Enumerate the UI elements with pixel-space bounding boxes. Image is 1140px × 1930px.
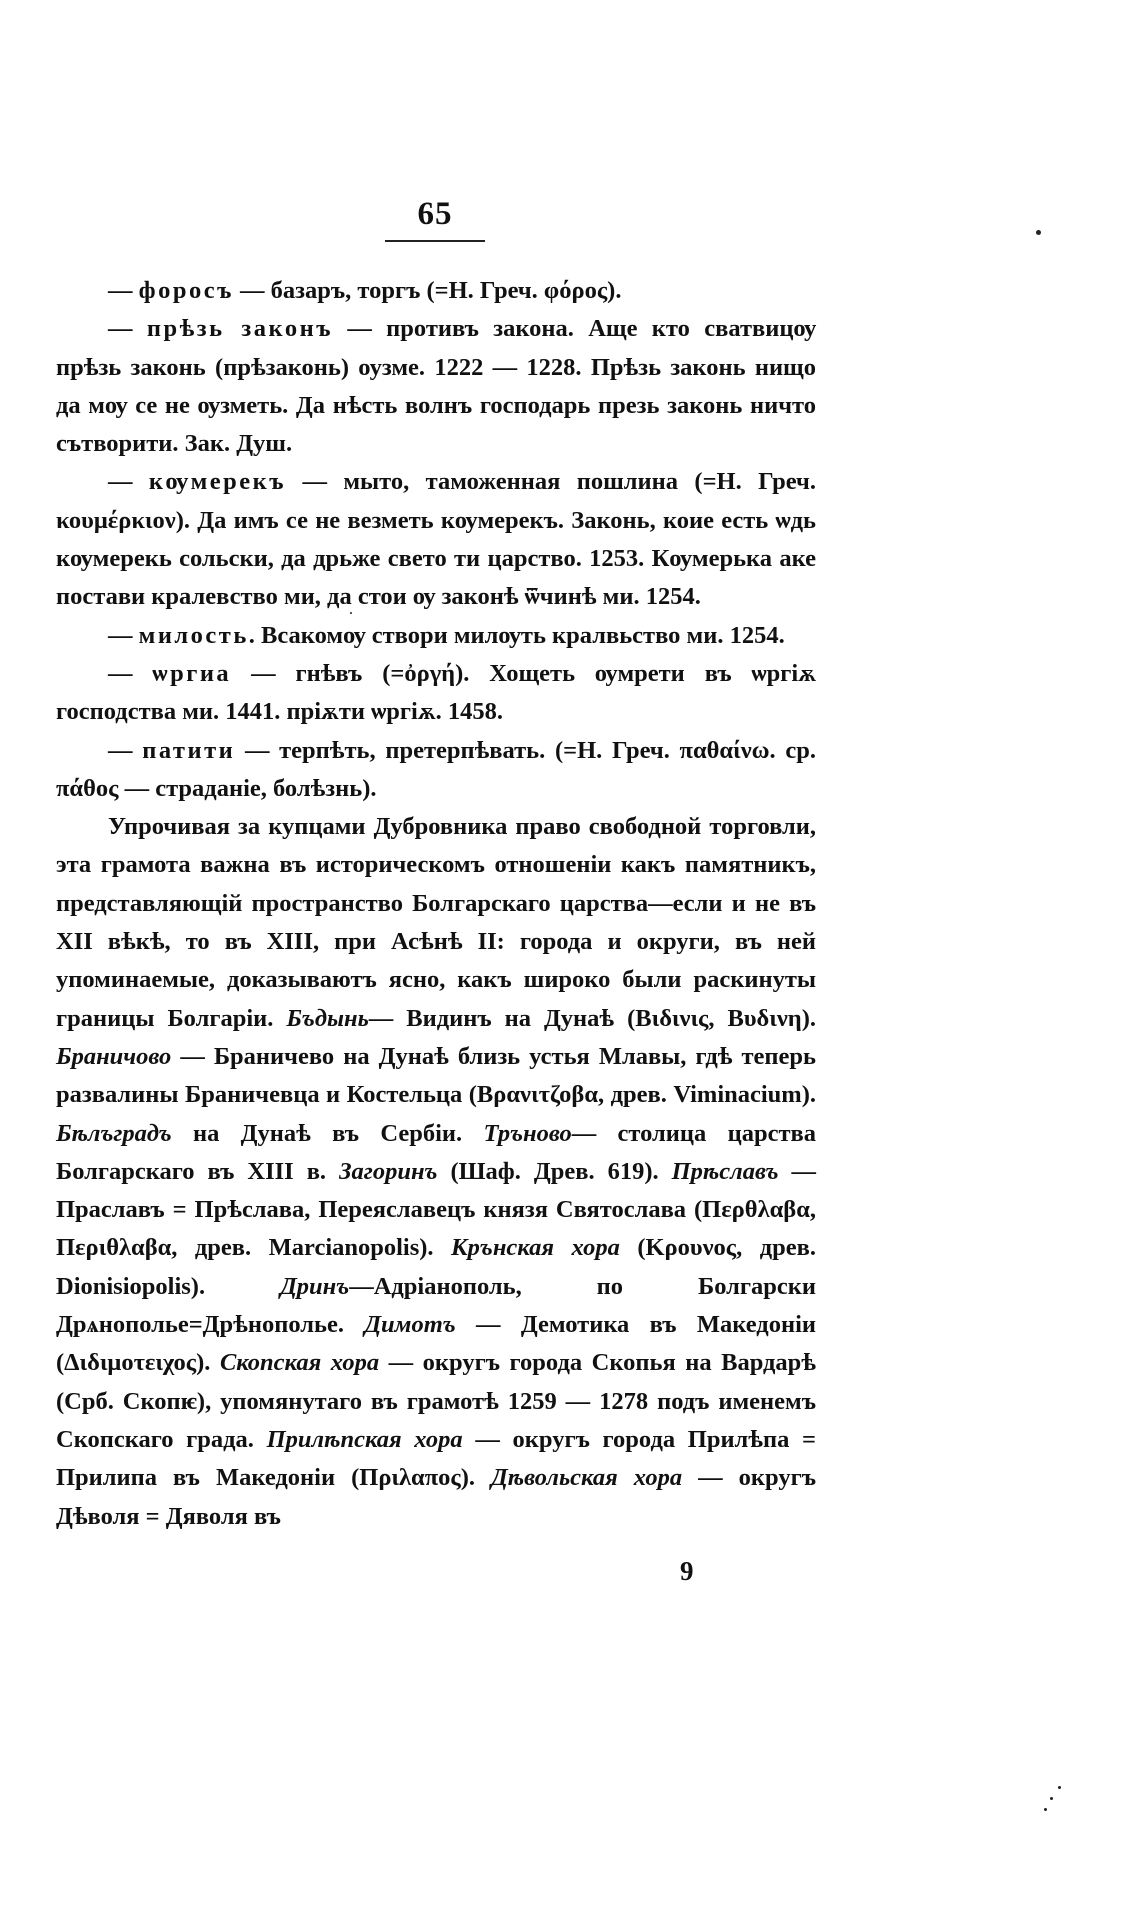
glossary-entry	[56, 617, 816, 655]
paragraph-text: на Дунаѣ въ Сербіи.	[171, 1119, 484, 1147]
entry-dash: —	[108, 277, 139, 304]
entry-definition: — терпѣть, претерпѣвать. (=Н. Греч. παθαίνω. ср. πάθος — страданіе, болѣзнь).	[56, 736, 816, 802]
paragraph-text: — столица царства Болгарскаго въ XIII в.	[56, 1119, 816, 1185]
ink-speck	[1036, 230, 1041, 235]
paragraph-text: (Шаф. Древ. 619).	[437, 1157, 672, 1185]
paragraph-text: — округъ города Скопья на Вардарѣ (Срб. Скопѥ), упомянутаго въ грамотѣ 1259 — 1278 подъ именемъ Скопскаго града.	[56, 1349, 817, 1453]
paragraph-text: Упрочивая за купцами Дубровника право свободной торговли, эта грамота важна въ историческомъ отношеніи какъ памятникъ, представляющій пространство Болгарскаго царства—если и не въ XII вѣкѣ, то въ XIII, при Асѣнѣ II: города и округи, въ ней упоминаемые, доказываютъ ясно, какъ широко были раскинуты границы Болгаріи.	[56, 813, 816, 1032]
ink-speck	[1044, 1808, 1047, 1811]
entry-term: форосъ	[138, 277, 234, 304]
place-name: Браничово	[56, 1042, 172, 1070]
glossary-entry	[56, 732, 816, 809]
place-name: Загоринъ	[339, 1157, 438, 1185]
paragraph-text: — Видинъ на Дунаѣ (Βιδινις, Βυδινη).	[368, 1004, 816, 1032]
place-name: Дѣвольская хора	[491, 1464, 683, 1492]
entry-term: кѹмерекъ	[148, 468, 287, 496]
entry-dash: —	[108, 315, 147, 343]
place-name: Тръново	[483, 1119, 572, 1147]
entry-definition: — мыто, таможенная пошлина (=Н. Греч. κουμέρκιον). Да имъ се не везметь кѹмерекъ. Законь, коие есть ѡдь кѹмерекь сольски, да дрьже свето ти царство. 1253. Кѹмерька аке постави кралевство ми, да стои ѹ законѣ ѿчинѣ ми. 1254.	[56, 468, 816, 611]
ink-speck	[1050, 1797, 1053, 1800]
glossary-entry	[56, 655, 816, 732]
page-number: 65	[417, 196, 453, 232]
glossary-entry	[56, 310, 816, 463]
glossary-entry	[56, 463, 816, 616]
place-name: Прѣславъ	[671, 1157, 779, 1185]
place-name: Димотъ	[364, 1311, 456, 1339]
ink-speck	[1058, 1786, 1061, 1789]
place-name: Бѣлъградъ	[56, 1119, 172, 1147]
paragraph-text: — округъ Дѣволя = Дяволя въ	[56, 1464, 816, 1530]
paragraph-text: — Браничево на Дунаѣ близь устья Млавы, гдѣ теперь развалины Браничевца и Костельца (Βρανιτζοβα, древ. Viminacium).	[56, 1042, 816, 1109]
paragraph-text: — округъ города Прилѣпа = Прилипа въ Македоніи (Πριλαπος).	[56, 1425, 816, 1492]
entry-definition: . Всакомѹ створи милѹть кралвьство ми. 1254.	[248, 621, 785, 649]
entry-dash: —	[108, 468, 149, 496]
entry-term: патити	[142, 736, 236, 764]
paragraph-text: — Демотика въ Македоніи (Διδιμοτειχος).	[56, 1311, 816, 1377]
signature-mark: 9	[680, 1556, 694, 1586]
entry-definition: — базаръ, торгъ (=Н. Греч. φόρος).	[233, 277, 622, 304]
entry-dash: —	[108, 621, 139, 649]
entry-definition: — гнѣвъ (=ὀργή). Хощеть ѹмрети въ ѡргіѫ господства ми. 1441. пріѫти ѡргіѫ. 1458.	[56, 659, 816, 726]
entry-definition: — противъ закона. Аще кто сватвицѹ прѣзь законь (прѣзаконь) оузме. 1222 — 1228. Прѣзь законь нищо да мѹ се не ѹзметь. Да нѣсть волнъ господарь презь законь ничто сътворити. Зак. Душ.	[56, 315, 816, 458]
entry-dash: —	[108, 659, 153, 687]
place-name: Скопская хора	[219, 1349, 380, 1377]
place-name: Бъдынь	[286, 1004, 369, 1032]
place-name: Прилѣпская хора	[266, 1425, 463, 1453]
entry-term: милость	[138, 621, 249, 649]
entry-term: прѣзь законъ	[146, 315, 333, 343]
place-name: Дринъ	[280, 1272, 350, 1300]
entry-dash: —	[108, 736, 143, 764]
paragraph-text: (Κρουνος, древ. Dionisiopolis).	[56, 1234, 816, 1300]
entry-term: ѡргиа	[152, 659, 232, 687]
body-paragraph	[56, 808, 816, 1536]
glossary-entry	[56, 272, 816, 310]
place-name: Крънская хора	[451, 1234, 620, 1262]
page-number-underline	[385, 240, 485, 242]
paragraph-text: —Адріанополь, по Болгарски Дрѧнополье=Дрѣнополье.	[56, 1272, 816, 1339]
paragraph-text: — Праславъ = Прѣслава, Переяславецъ князя Святослава (Περθλαβα, Περιθλαβα, древ. Marcianopolis).	[56, 1157, 816, 1262]
text-block	[56, 272, 816, 1536]
